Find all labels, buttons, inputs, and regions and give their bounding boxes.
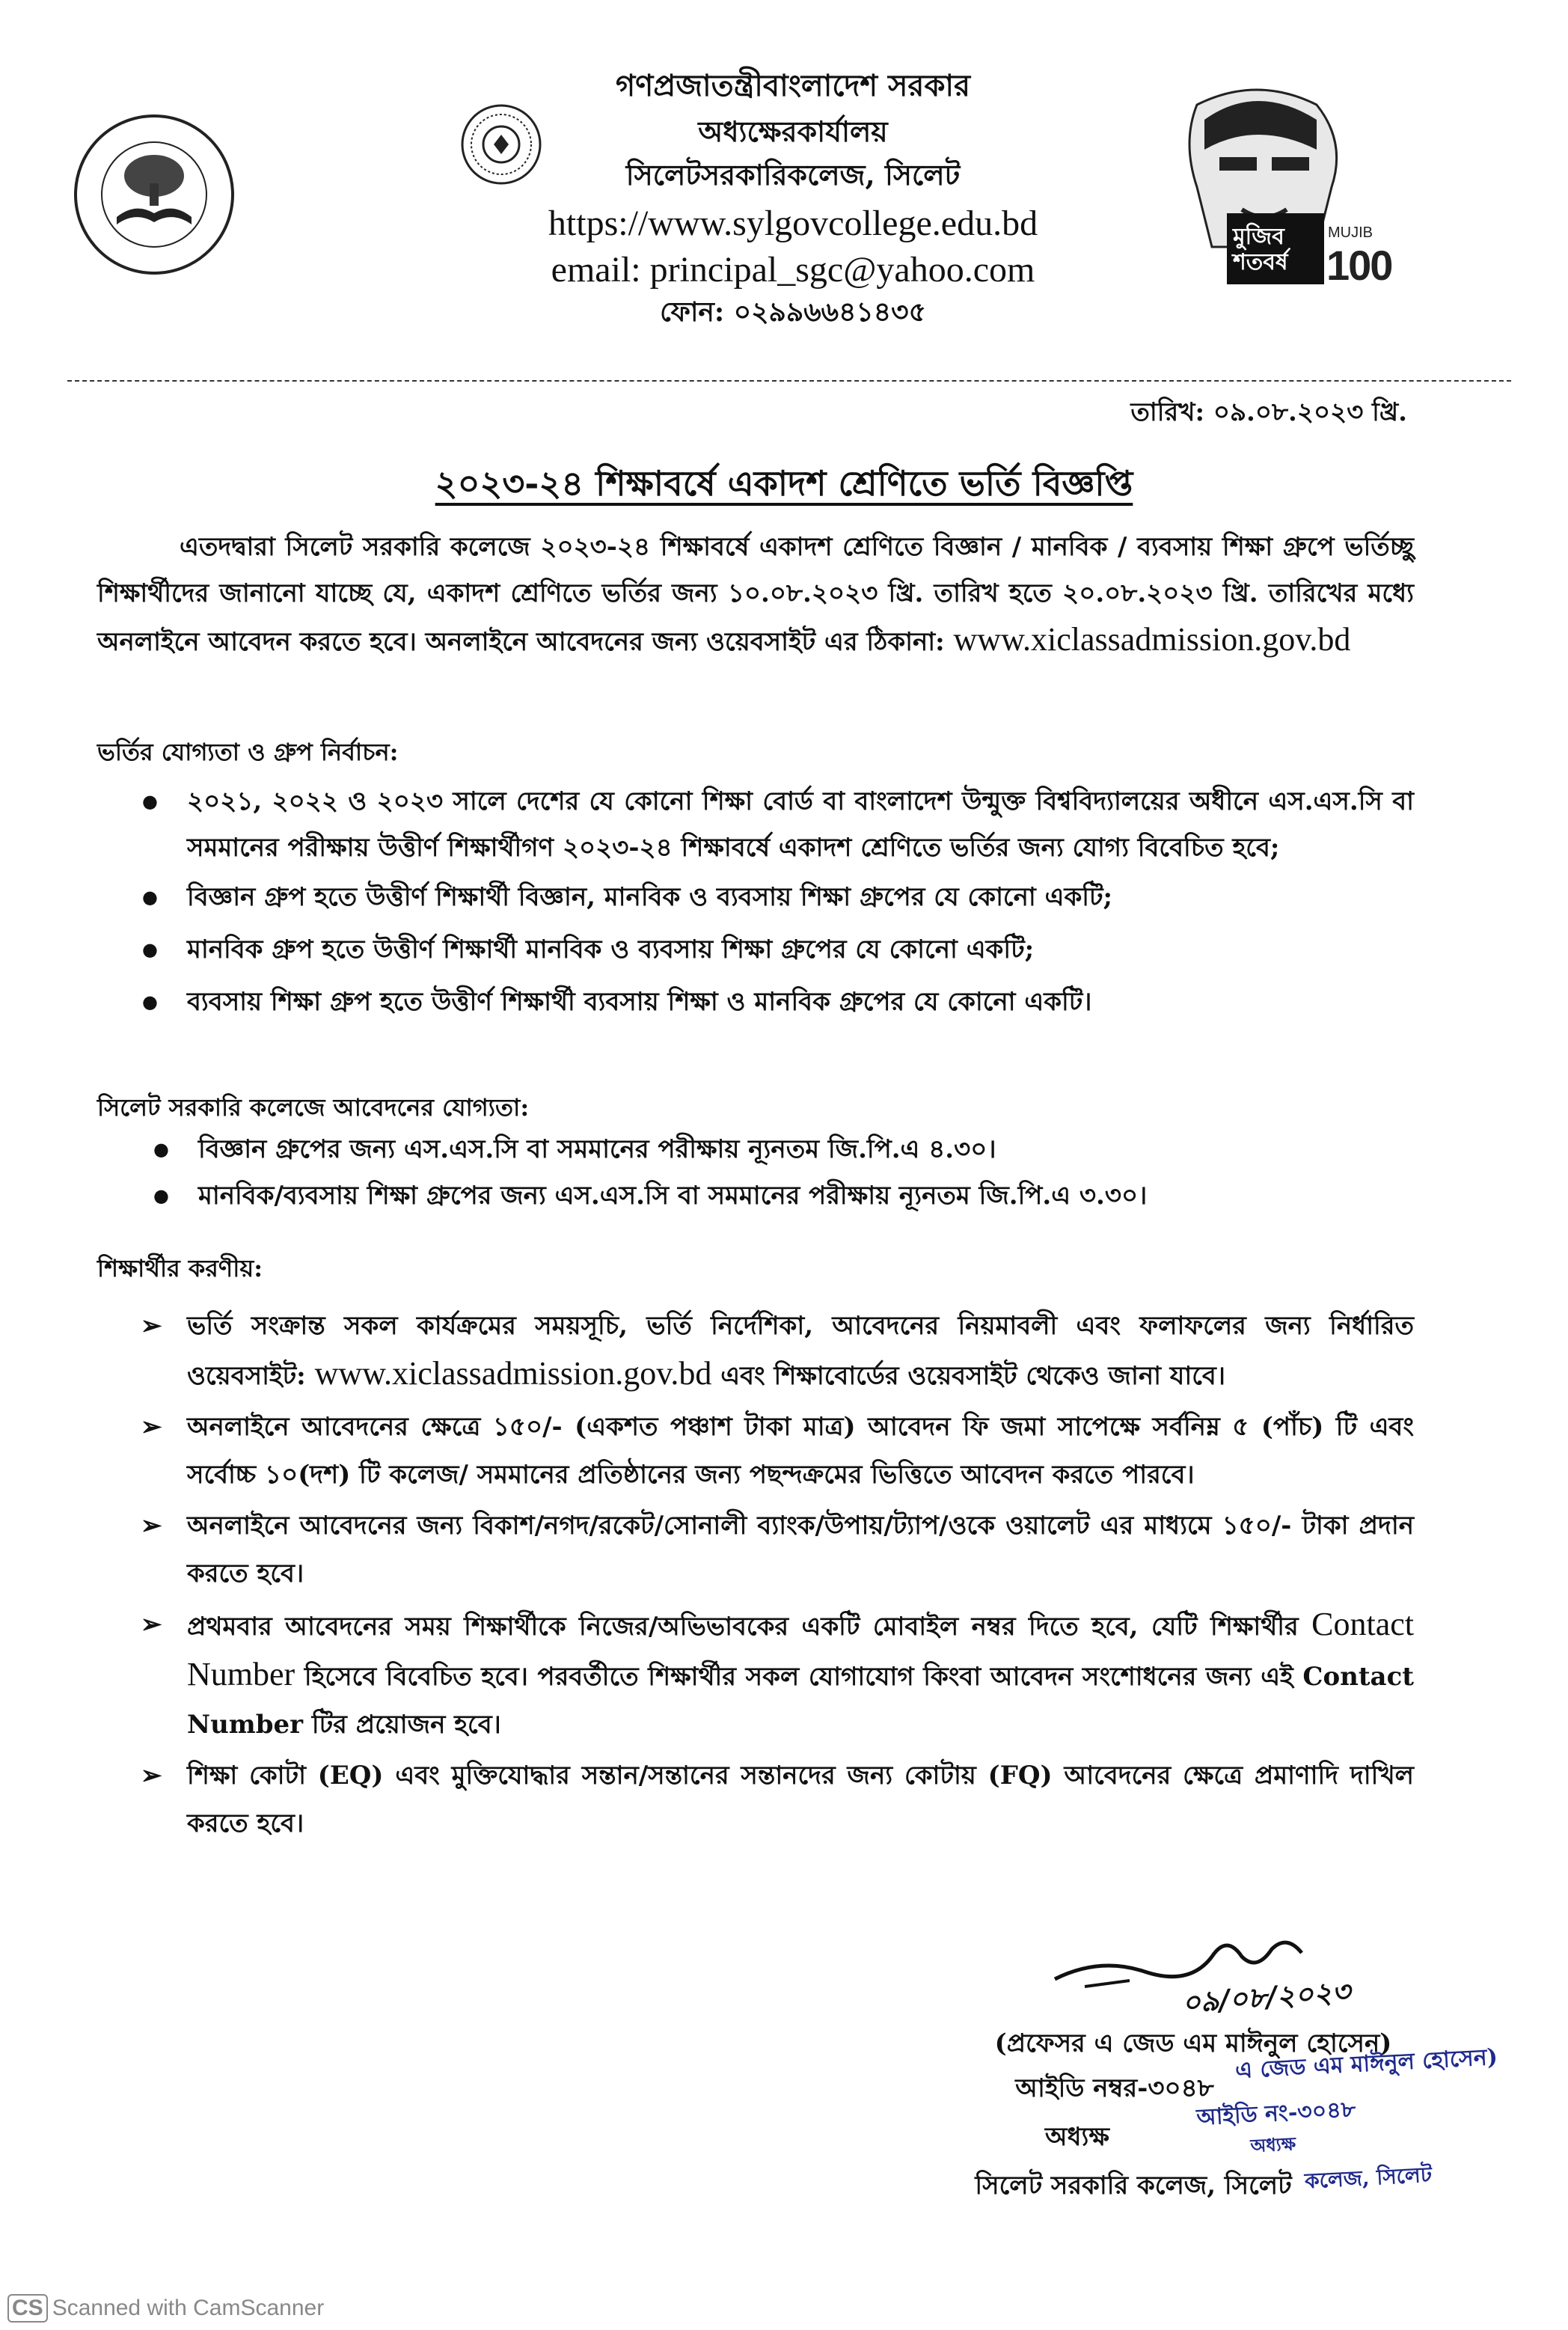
task-item: ➢ অনলাইনে আবেদনের ক্ষেত্রে ১৫০/- (একশত পঞ্চাশ টাকা মাত্র) আবেদন ফি জমা সাপেক্ষে সর্বনিম্ন ৫ (পাঁচ) টি এবং সর্বোচ্চ ১০(দশ) টি কলেজ/ সমমানের প্রতিষ্ঠানের জন্য পছন্দক্রমের ভিত্তিতে আবেদন করতে পারবে। [187,1403,1414,1499]
eligibility-item: ● মানবিক গ্রুপ হতে উত্তীর্ণ শিক্ষার্থী মানবিক ও ব্যবসায় শিক্ষা গ্রুপের যে কোনো একটি; [187,926,1414,973]
signatory-name: (প্রফেসর এ জেড এম মাঈনুল হোসেন) [994,2028,1392,2058]
student-tasks-heading: শিক্ষার্থীর করণীয়: [97,1254,263,1282]
mujib-logo-number: 100 [1326,242,1392,289]
arrow-bullet-icon: ➢ [141,1412,162,1442]
scanner-watermark: CS Scanned with CamScanner [7,2294,324,2323]
arrow-bullet-icon: ➢ [141,1511,162,1541]
intro-admission-url: www.xiclassadmission.gov.bd [953,621,1351,658]
intro-text: এতদদ্বারা সিলেট সরকারি কলেজে ২০২৩-২৪ শিক্ষাবর্ষে একাদশ শ্রেণিতে বিজ্ঞান / মানবিক / ব্যবসায় শিক্ষা গ্রুপে ভর্তিচ্ছু শিক্ষার্থীদের জানানো যাচ্ছে যে, একাদশ শ্রেণিতে ভর্তির জন্য ১০.০৮.২০২৩ খ্রি. তারিখ হতে ২০.০৮.২০২৩ খ্রি. তারিখের মধ্যে অনলাইনে আবেদন করতে হবে। অনলাইনে আবেদনের জন্য ওয়েবসাইট এর ঠিকানা: [97,532,1414,657]
college-email: email: principal_sgc@yahoo.com [551,250,1035,290]
task-item: ➢ ভর্তি সংক্রান্ত সকল কার্যক্রমের সময়সূচি, ভর্তি নির্দেশিকা, আবেদনের নিয়মাবলী এবং ফলাফলের জন্য নির্ধারিত ওয়েবসাইট: www.xiclassadmission.gov.bd এবং শিক্ষাবোর্ডের ওয়েবসাইট থেকেও জানা যাবে। [187,1302,1414,1400]
camscanner-icon: CS [7,2294,48,2323]
requirements-list [198,1126,1395,1219]
government-name: গণপ্রজাতন্ত্রীবাংলাদেশ সরকার [615,68,971,103]
left-emblem-logo [72,112,236,277]
arrow-bullet-icon: ➢ [141,1609,162,1639]
signatory-designation: অধ্যক্ষ [1045,2122,1109,2152]
eligibility-item: ● বিজ্ঞান গ্রুপ হতে উত্তীর্ণ শিক্ষার্থী বিজ্ঞান, মানবিক ও ব্যবসায় শিক্ষা গ্রুপের যে কোনো একটি; [187,874,1414,920]
office-name: অধ্যক্ষেরকার্যালয় [698,114,888,148]
header-divider [67,380,1511,382]
mujib-logo-latin: MUJIB [1328,224,1373,241]
notice-title: ২০২৩-২৪ শিক্ষাবর্ষে একাদশ শ্রেণিতে ভর্তি বিজ্ঞপ্তি [435,463,1133,504]
requirement-item: ● মানবিক/ব্যবসায় শিক্ষা গ্রুপের জন্য এস.এস.সি বা সমমানের পরীক্ষায় ন্যূনতম জি.পি.এ ৩.৩০। [198,1172,1395,1219]
task-item: ➢ প্রথমবার আবেদনের সময় শিক্ষার্থীকে নিজের/অভিভাবকের একটি মোবাইল নম্বর দিতে হবে, যেটি শিক্ষার্থীর Contact Number হিসেবে বিবেচিত হবে। পরবর্তীতে শিক্ষার্থীর সকল যোগাযোগ কিংবা আবেদন সংশোধনের জন্য এই Contact Number টির প্রয়োজন হবে। [187,1600,1414,1749]
official-stamp: এ জেড এম মাঈনুল হোসেন) আইডি নং-৩০৪৮ অধ্যক্ষ কলেজ, সিলেট [1195,2043,1498,2194]
signatory-institution: সিলেট সরকারি কলেজ, সিলেট [975,2171,1292,2201]
arrow-bullet-icon: ➢ [141,1761,162,1791]
mujib-logo-bangla: মুজিব শতবর্ষ [1233,224,1288,275]
eligibility-item: ● ব্যবসায় শিক্ষা গ্রুপ হতে উত্তীর্ণ শিক্ষার্থী ব্যবসায় শিক্ষা ও মানবিক গ্রুপের যে কোনো একটি। [187,979,1414,1025]
eligibility-item: ● ২০২১, ২০২২ ও ২০২৩ সালে দেশের যে কোনো শিক্ষা বোর্ড বা বাংলাদেশ উন্মুক্ত বিশ্ববিদ্যালয়ের অধীনে এস.এস.সি বা সমমানের পরীক্ষায় উত্তীর্ণ শিক্ষার্থীগণ ২০২৩-২৪ শিক্ষাবর্ষে একাদশ শ্রেণিতে ভর্তির জন্য যোগ্য বিবেচিত হবে; [187,778,1414,871]
notice-date: তারিখ: ০৯.০৮.২০২৩ খ্রি. [1130,397,1407,427]
task-item: ➢ শিক্ষা কোটা (EQ) এবং মুক্তিযোদ্ধার সন্তান/সন্তানের সন্তানদের জন্য কোটায় (FQ) আবেদনের ক্ষেত্রে প্রমাণাদি দাখিল করতে হবে। [187,1752,1414,1847]
task-item: ➢ অনলাইনে আবেদনের জন্য বিকাশ/নগদ/রকেট/সোনালী ব্যাংক/উপায়/ট্যাপ/ওকে ওয়ালেট এর মাধ্যমে ১৫০/- টাকা প্রদান করতে হবে। [187,1502,1414,1597]
student-tasks-list [141,1302,1414,1850]
letterhead [344,68,1242,337]
requirements-heading: সিলেট সরকারি কলেজে আবেদনের যোগ্যতা: [97,1093,530,1122]
arrow-bullet-icon: ➢ [141,1311,162,1341]
eligibility-heading: ভর্তির যোগ্যতা ও গ্রুপ নির্বাচন: [97,738,399,766]
eligibility-list [187,778,1414,1025]
signatory-id: আইডি নম্বর-৩০৪৮ [1015,2073,1214,2103]
college-phone: ফোন: ০২৯৯৬৬৪১৪৩৫ [660,296,926,328]
college-website: https://www.sylgovcollege.edu.bd [548,204,1038,243]
intro-paragraph [97,524,1414,665]
signature-date: ০৯/০৮/২০২৩ [1180,1974,1352,2019]
college-name: সিলেটসরকারিকলেজ, সিলেট [625,158,961,192]
requirement-item: ● বিজ্ঞান গ্রুপের জন্য এস.এস.সি বা সমমানের পরীক্ষায় ন্যূনতম জি.পি.এ ৪.৩০। [198,1126,1395,1172]
